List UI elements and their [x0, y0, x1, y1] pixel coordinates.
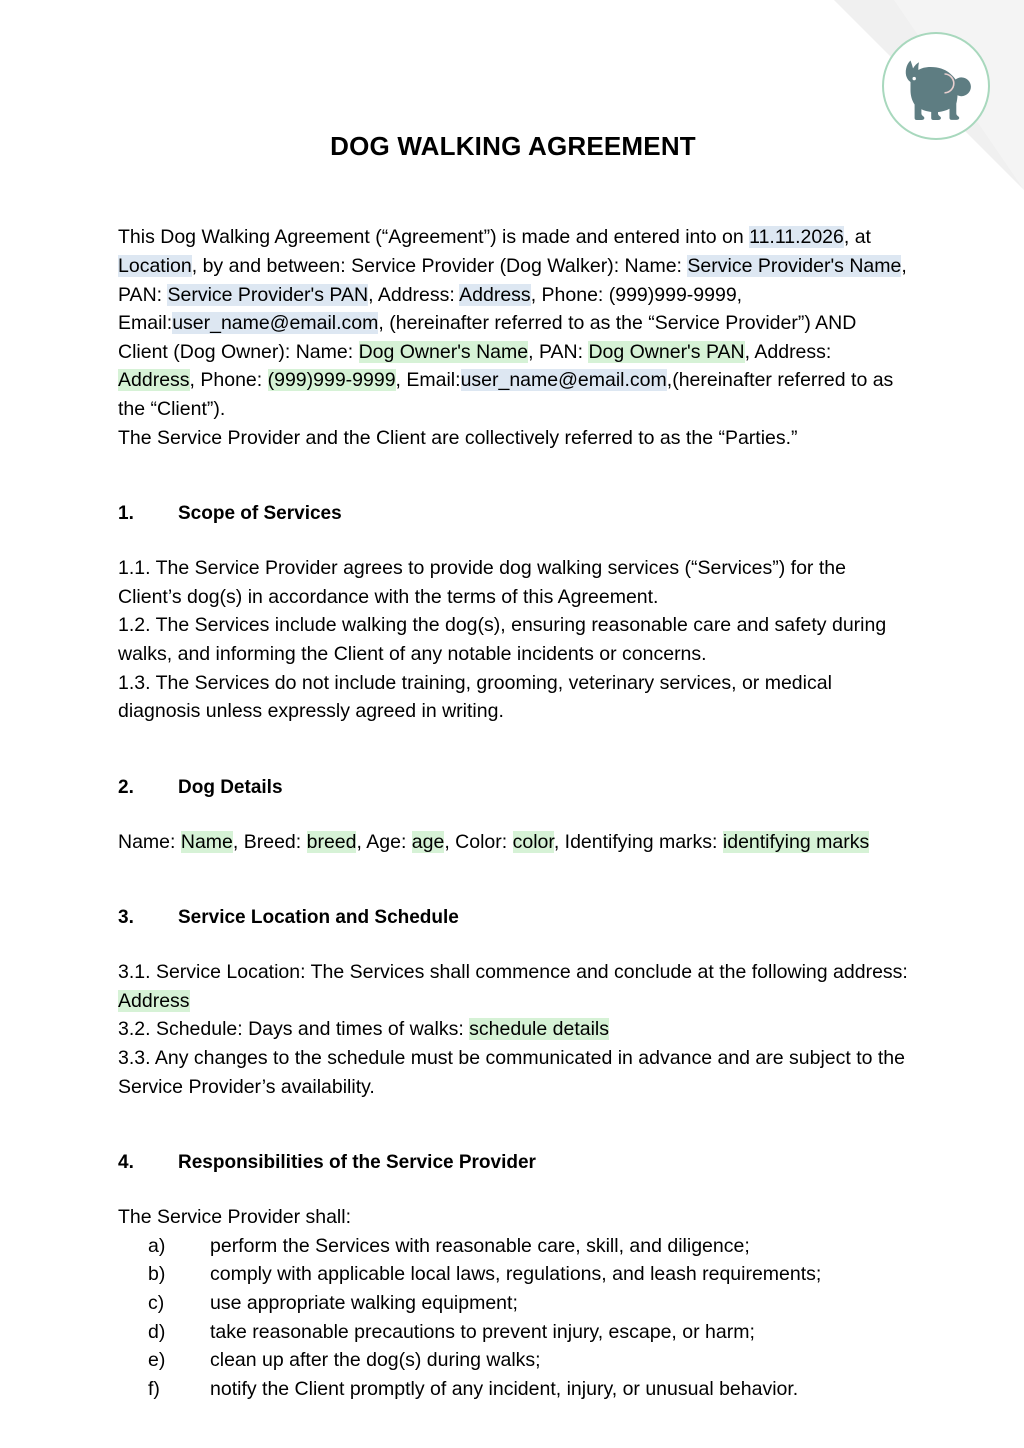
clause-1-1: 1.1. The Service Provider agrees to provide dog walking services (“Services”) for the Client’s dog(s) in accordance with the terms of this Agreement.	[118, 557, 846, 608]
client-email: user_name@email.com	[460, 369, 667, 392]
section-title-2: Dog Details	[178, 777, 283, 799]
section-number-4: 4.	[118, 1152, 134, 1174]
service-location-value: Address	[118, 989, 190, 1012]
spacer	[118, 1101, 908, 1151]
dog-age-value: age	[411, 830, 445, 853]
clause-3-2-text: 3.2. Schedule: Days and times of walks:	[118, 1018, 470, 1041]
list-marker: b)	[148, 1263, 166, 1286]
list-marker: e)	[148, 1349, 166, 1372]
list-item	[118, 1346, 908, 1375]
section-title-3: Service Location and Schedule	[178, 907, 459, 929]
dog-name-value: Name	[180, 830, 233, 853]
client-address: Address	[118, 369, 190, 392]
clause-3-1-text: 3.1. Service Location: The Services shall commence and conclude at the following address:	[118, 961, 908, 984]
client-phone: (999)999-9999	[267, 369, 396, 392]
spacer	[118, 527, 908, 554]
section-heading-dog-details	[118, 776, 908, 801]
list-item-text: take reasonable precautions to prevent injury, escape, or harm;	[210, 1320, 755, 1343]
page-title: DOG WALKING AGREEMENT	[330, 131, 696, 161]
list-item	[118, 1318, 908, 1347]
intro-text-5: , Address:	[368, 283, 460, 306]
dog-color-value: color	[512, 830, 554, 853]
list-item-text: use appropriate walking equipment;	[210, 1292, 518, 1315]
spacer	[118, 801, 908, 828]
spacer	[118, 452, 908, 502]
section-title-4: Responsibilities of the Service Provider	[178, 1152, 536, 1174]
section-title-1: Scope of Services	[178, 503, 342, 525]
list-item-text: perform the Services with reasonable care, skill, and diligence;	[210, 1234, 750, 1257]
provider-pan: Service Provider's PAN	[167, 283, 369, 306]
dog-age-label: , Age:	[356, 830, 412, 853]
dog-breed-value: breed	[306, 830, 357, 853]
client-name: Dog Owner's Name	[358, 340, 529, 363]
list-item-text: clean up after the dog(s) during walks;	[210, 1349, 541, 1372]
list-item	[118, 1375, 908, 1404]
intro-paragraph	[118, 162, 908, 452]
intro-text-12: ,(hereinafter referred to as the “Client”).	[118, 369, 894, 421]
provider-name: Service Provider's Name	[687, 254, 902, 277]
section-number-3: 3.	[118, 907, 134, 929]
dog-breed-label: , Breed:	[232, 830, 307, 853]
responsibilities-lead-in: The Service Provider shall:	[118, 1206, 352, 1229]
list-item	[118, 1260, 908, 1289]
intro-text-4: , PAN:	[118, 254, 907, 306]
spacer	[118, 856, 908, 906]
list-marker: c)	[148, 1292, 165, 1315]
section-number-1: 1.	[118, 503, 134, 525]
list-marker: a)	[148, 1234, 166, 1257]
spacer	[118, 1176, 908, 1203]
section-number-2: 2.	[118, 777, 134, 799]
agreement-date: 11.11.2026	[749, 226, 844, 249]
intro-text-8: , PAN:	[528, 340, 589, 363]
intro-text-10: , Phone:	[189, 369, 268, 392]
clause-3-2	[118, 1015, 908, 1044]
dog-color-label: , Color:	[444, 830, 513, 853]
intro-text-11: , Email:	[395, 369, 461, 392]
provider-address: Address	[459, 283, 531, 306]
schedule-details-value: schedule details	[469, 1018, 610, 1041]
spacer	[118, 931, 908, 958]
clause-3-1	[118, 958, 908, 1015]
spacer	[118, 726, 908, 776]
provider-email: user_name@email.com	[172, 312, 379, 335]
intro-text-7: , (hereinafter referred to as the “Service Provider”) AND Client (Dog Owner): Name:	[118, 312, 857, 363]
clause-3-3: 3.3. Any changes to the schedule must be communicated in advance and are subject to the Service Provider’s availability.	[118, 1047, 905, 1098]
dog-marks-label: , Identifying marks:	[553, 830, 723, 853]
list-item-text: comply with applicable local laws, regulations, and leash requirements;	[210, 1263, 822, 1286]
dog-marks-value: identifying marks	[722, 830, 870, 853]
list-marker: d)	[148, 1320, 166, 1343]
client-pan: Dog Owner's PAN	[588, 340, 745, 363]
intro-text-2: , at	[843, 226, 871, 249]
section-heading-responsibilities	[118, 1151, 908, 1176]
intro-text-9: , Address:	[744, 340, 832, 363]
agreement-location: Location	[118, 254, 192, 277]
clause-1-3: 1.3. The Services do not include training, grooming, veterinary services, or medical diagnosis unless expressly agreed in writing.	[118, 671, 832, 723]
dog-details-line	[118, 828, 908, 857]
parties-line: The Service Provider and the Client are collectively referred to as the “Parties.”	[118, 426, 798, 449]
intro-text-3: , by and between: Service Provider (Dog Walker): Name:	[191, 254, 688, 277]
list-marker: f)	[148, 1378, 160, 1400]
intro-text-1: This Dog Walking Agreement (“Agreement”) is made and entered into on	[118, 226, 750, 249]
responsibilities-list	[118, 1232, 908, 1404]
clause-1-2: 1.2. The Services include walking the dog(s), ensuring reasonable care and safety during walks, and informing the Client of any notable incidents or concerns.	[118, 614, 887, 666]
dog-name-label: Name:	[118, 830, 181, 853]
list-item-text: notify the Client promptly of any incident, injury, or unusual behavior.	[210, 1378, 799, 1400]
intro-text-6: , Phone: (999)999-9999, Email:	[118, 283, 743, 335]
document-content	[118, 0, 908, 1404]
list-item	[118, 1289, 908, 1318]
list-item	[118, 1232, 908, 1261]
section-heading-location-schedule	[118, 906, 908, 931]
section-heading-scope	[118, 502, 908, 527]
